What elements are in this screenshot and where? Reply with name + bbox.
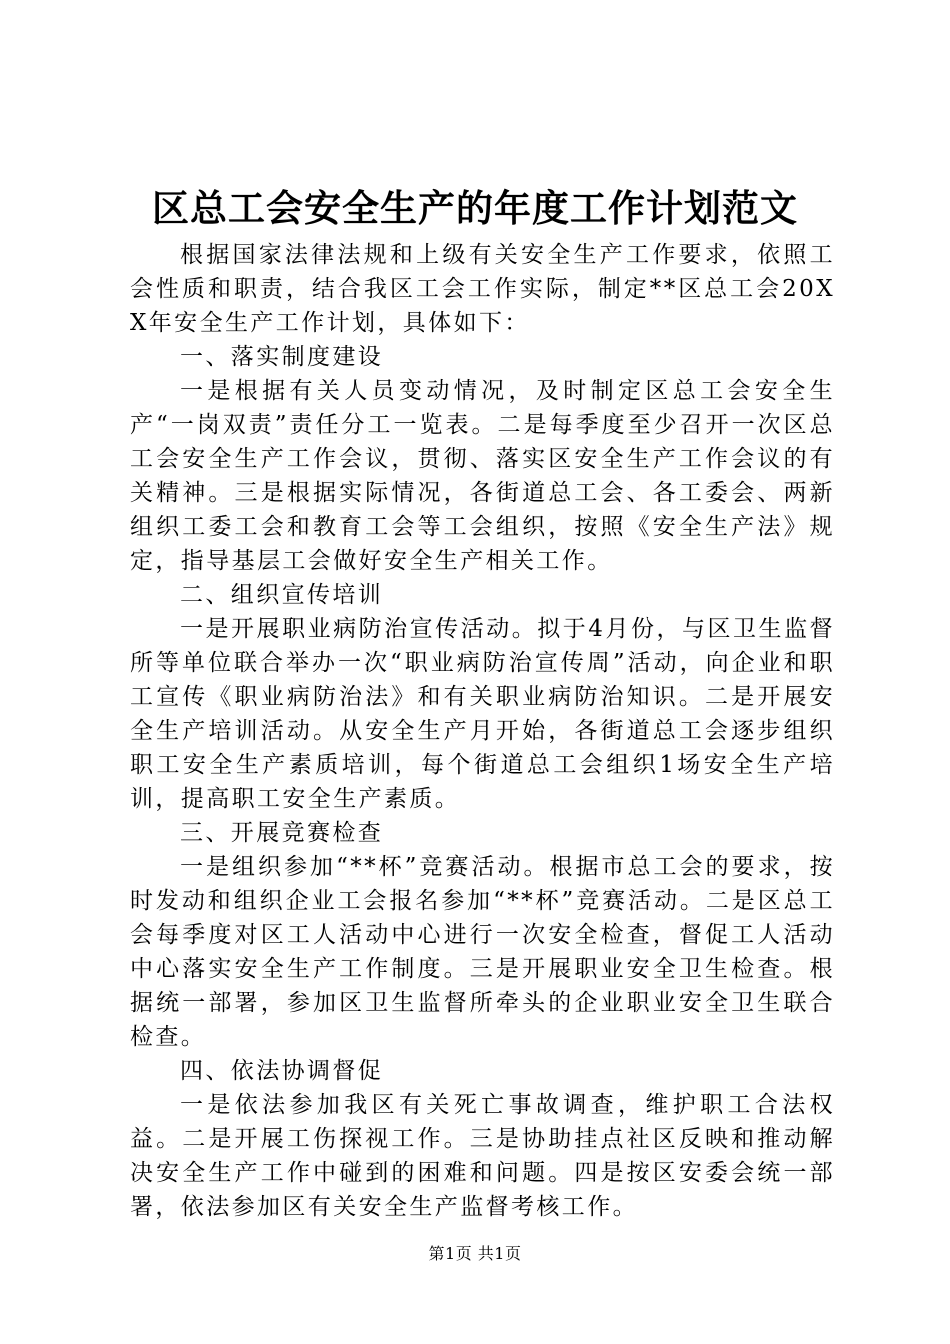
page-footer: 第1页 共1页 <box>428 1244 522 1263</box>
section-heading-2: 二、组织宣传培训 <box>180 582 384 608</box>
intro-paragraph: 根据国家法律法规和上级有关安全生产工作要求，依照工会性质和职责，结合我区工会工作实际，制定**区总工会20XX年安全生产工作计划，具体如下： <box>130 242 835 336</box>
section-heading-4: 四、依法协调督促 <box>180 1058 384 1084</box>
section-body-2: 一是开展职业病防治宣传活动。拟于4月份，与区卫生监督所等单位联合举办一次“职业病防治宣传周”活动，向企业和职工宣传《职业病防治法》和有关职业病防治知识。二是开展安全生产培训活动。从安全生产月开始，各街道总工会逐步组织职工安全生产素质培训，每个街道总工会组织1场安全生产培训，提高职工安全生产素质。 <box>130 616 835 812</box>
section-body-1: 一是根据有关人员变动情况，及时制定区总工会安全生产“一岗双责”责任分工一览表。二是每季度至少召开一次区总工会安全生产工作会议，贯彻、落实区安全生产工作会议的有关精神。三是根据实际情况，各街道总工会、各工委会、两新组织工委工会和教育工会等工会组织，按照《安全生产法》规定，指导基层工会做好安全生产相关工作。 <box>130 378 835 574</box>
document-title: 区总工会安全生产的年度工作计划范文 <box>152 186 798 230</box>
section-body-4: 一是依法参加我区有关死亡事故调查，维护职工合法权益。二是开展工伤探视工作。三是协助挂点社区反映和推动解决安全生产工作中碰到的困难和问题。四是按区安委会统一部署，依法参加区有关安全生产监督考核工作。 <box>130 1092 835 1220</box>
document-body <box>130 238 835 1224</box>
section-heading-1: 一、落实制度建设 <box>180 344 384 370</box>
section-body-3: 一是组织参加“**杯”竞赛活动。根据市总工会的要求，按时发动和组织企业工会报名参加“**杯”竞赛活动。二是区总工会每季度对区工人活动中心进行一次安全检查，督促工人活动中心落实安全生产工作制度。三是开展职业安全卫生检查。根据统一部署，参加区卫生监督所牵头的企业职业安全卫生联合检查。 <box>130 854 835 1050</box>
section-heading-3: 三、开展竞赛检查 <box>180 820 384 846</box>
